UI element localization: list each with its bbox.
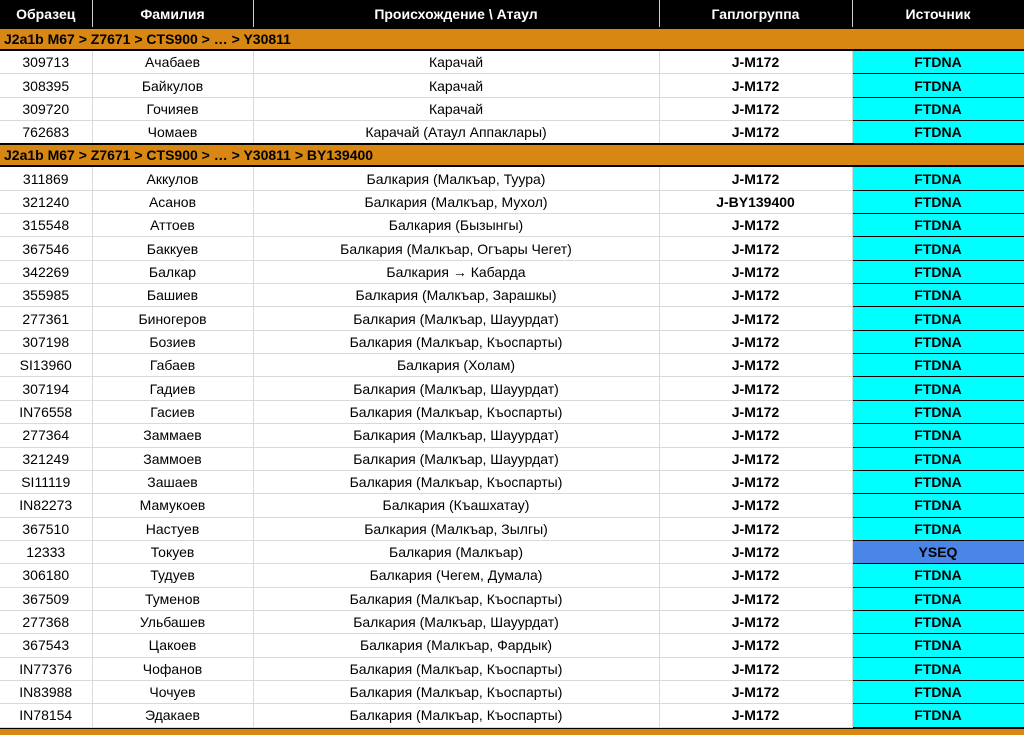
cell-source[interactable]: FTDNA bbox=[852, 307, 1024, 330]
cell-haplogroup[interactable]: J-M172 bbox=[659, 564, 852, 587]
group-row bbox=[0, 28, 1024, 50]
cell-origin[interactable]: Балкария (Чегем, Думала) bbox=[253, 564, 659, 587]
cell-source[interactable]: FTDNA bbox=[852, 494, 1024, 517]
cell-source[interactable]: FTDNA bbox=[852, 214, 1024, 237]
cell-origin[interactable]: Балкария (Малкъар, Къоспарты) bbox=[253, 657, 659, 680]
header-haplogroup[interactable]: Гаплогруппа bbox=[659, 0, 852, 28]
cell-sample[interactable]: 277368 bbox=[0, 610, 92, 633]
group-row bbox=[0, 144, 1024, 166]
cell-haplogroup[interactable]: J-M172 bbox=[659, 634, 852, 657]
table-row bbox=[0, 284, 1024, 307]
cell-sample[interactable]: SI11119 bbox=[0, 470, 92, 493]
cell-sample[interactable]: IN78154 bbox=[0, 704, 92, 727]
cell-haplogroup[interactable]: J-M172 bbox=[659, 704, 852, 727]
cell-sample[interactable]: 309713 bbox=[0, 50, 92, 74]
cell-sample[interactable]: 342269 bbox=[0, 260, 92, 283]
cell-surname[interactable]: Баккуев bbox=[92, 237, 253, 260]
cell-surname[interactable]: Токуев bbox=[92, 540, 253, 563]
cell-haplogroup[interactable]: J-M172 bbox=[659, 540, 852, 563]
cell-origin[interactable]: Балкария (Малкъар, Шауурдат) bbox=[253, 610, 659, 633]
cell-surname[interactable]: Цакоев bbox=[92, 634, 253, 657]
cell-surname[interactable]: Аккулов bbox=[92, 166, 253, 190]
cell-source[interactable]: FTDNA bbox=[852, 400, 1024, 423]
cell-surname[interactable]: Габаев bbox=[92, 354, 253, 377]
cell-source[interactable]: FTDNA bbox=[852, 260, 1024, 283]
cell-origin[interactable]: Балкария (Малкъар, Къоспарты) bbox=[253, 587, 659, 610]
cell-surname[interactable]: Зашаев bbox=[92, 470, 253, 493]
table-row bbox=[0, 610, 1024, 633]
cell-surname[interactable]: Асанов bbox=[92, 190, 253, 213]
table-body bbox=[0, 28, 1024, 727]
cell-origin[interactable]: Балкария (Малкъар, Огъары Чегет) bbox=[253, 237, 659, 260]
cell-surname[interactable]: Балкар bbox=[92, 260, 253, 283]
cell-source[interactable]: FTDNA bbox=[852, 50, 1024, 74]
cell-origin[interactable]: Балкария (Бызынгы) bbox=[253, 214, 659, 237]
cell-haplogroup[interactable]: J-M172 bbox=[659, 657, 852, 680]
cell-surname[interactable]: Ульбашев bbox=[92, 610, 253, 633]
cell-sample[interactable]: 367543 bbox=[0, 634, 92, 657]
cell-source[interactable]: FTDNA bbox=[852, 121, 1024, 145]
cell-surname[interactable]: Туменов bbox=[92, 587, 253, 610]
cell-origin[interactable]: Балкария (Малкъар) bbox=[253, 540, 659, 563]
table-row bbox=[0, 587, 1024, 610]
cell-surname[interactable]: Гасиев bbox=[92, 400, 253, 423]
cell-origin[interactable]: Балкария (Малкъар, Зылгы) bbox=[253, 517, 659, 540]
cell-sample[interactable]: 307198 bbox=[0, 330, 92, 353]
cell-surname[interactable]: Заммаев bbox=[92, 424, 253, 447]
cell-haplogroup[interactable]: J-M172 bbox=[659, 517, 852, 540]
table-row bbox=[0, 704, 1024, 727]
cell-haplogroup[interactable]: J-M172 bbox=[659, 260, 852, 283]
cell-surname[interactable]: Чомаев bbox=[92, 121, 253, 145]
cell-origin[interactable]: Балкария (Малкъар, Къоспарты) bbox=[253, 704, 659, 727]
cell-origin[interactable]: Балкария (Малкъар, Зарашкы) bbox=[253, 284, 659, 307]
cell-surname[interactable]: Гочияев bbox=[92, 97, 253, 120]
cell-sample[interactable]: IN83988 bbox=[0, 680, 92, 703]
table-row bbox=[0, 494, 1024, 517]
table-row bbox=[0, 166, 1024, 190]
cell-haplogroup[interactable]: J-M172 bbox=[659, 377, 852, 400]
cell-haplogroup[interactable]: J-M172 bbox=[659, 50, 852, 74]
cell-surname[interactable]: Биногеров bbox=[92, 307, 253, 330]
cell-sample[interactable]: 321240 bbox=[0, 190, 92, 213]
cell-source[interactable]: FTDNA bbox=[852, 237, 1024, 260]
cell-source[interactable]: FTDNA bbox=[852, 97, 1024, 120]
cell-source[interactable]: FTDNA bbox=[852, 354, 1024, 377]
cell-sample[interactable]: 311869 bbox=[0, 166, 92, 190]
cell-haplogroup[interactable]: J-M172 bbox=[659, 354, 852, 377]
cell-haplogroup[interactable]: J-M172 bbox=[659, 494, 852, 517]
cell-origin[interactable]: Карачай (Атаул Аппаклары) bbox=[253, 121, 659, 145]
header-sample[interactable]: Образец bbox=[0, 0, 92, 28]
cell-source[interactable]: FTDNA bbox=[852, 424, 1024, 447]
cell-surname[interactable]: Аттоев bbox=[92, 214, 253, 237]
cell-haplogroup[interactable]: J-M172 bbox=[659, 610, 852, 633]
cell-haplogroup[interactable]: J-M172 bbox=[659, 214, 852, 237]
cell-origin[interactable]: Балкария (Малкъар, Туура) bbox=[253, 166, 659, 190]
cell-sample[interactable]: 315548 bbox=[0, 214, 92, 237]
cell-sample[interactable]: 367509 bbox=[0, 587, 92, 610]
cell-source[interactable]: FTDNA bbox=[852, 470, 1024, 493]
cell-surname[interactable]: Мамукоев bbox=[92, 494, 253, 517]
table-row bbox=[0, 517, 1024, 540]
cell-haplogroup[interactable]: J-M172 bbox=[659, 74, 852, 97]
cell-source[interactable]: FTDNA bbox=[852, 447, 1024, 470]
table-row bbox=[0, 657, 1024, 680]
cell-haplogroup[interactable]: J-M172 bbox=[659, 424, 852, 447]
cell-sample[interactable]: 321249 bbox=[0, 447, 92, 470]
cell-origin[interactable]: Балкария (Малкъар, Шауурдат) bbox=[253, 307, 659, 330]
cell-origin[interactable]: Балкария (Къашхатау) bbox=[253, 494, 659, 517]
cell-sample[interactable]: 355985 bbox=[0, 284, 92, 307]
table-row bbox=[0, 680, 1024, 703]
table-row bbox=[0, 307, 1024, 330]
cell-haplogroup[interactable]: J-M172 bbox=[659, 97, 852, 120]
cell-source[interactable]: FTDNA bbox=[852, 190, 1024, 213]
cell-source[interactable]: FTDNA bbox=[852, 517, 1024, 540]
group-label[interactable]: J2a1b M67 > Z7671 > CTS900 > … > Y30811 bbox=[0, 28, 1024, 50]
table-row bbox=[0, 564, 1024, 587]
cell-surname[interactable]: Байкулов bbox=[92, 74, 253, 97]
cell-origin[interactable]: Балкария → Кабарда bbox=[253, 260, 659, 283]
cell-haplogroup[interactable]: J-M172 bbox=[659, 587, 852, 610]
cell-source[interactable]: FTDNA bbox=[852, 166, 1024, 190]
cell-haplogroup[interactable]: J-M172 bbox=[659, 284, 852, 307]
table-row bbox=[0, 447, 1024, 470]
cell-surname[interactable]: Башиев bbox=[92, 284, 253, 307]
cell-haplogroup[interactable]: J-M172 bbox=[659, 121, 852, 145]
cell-haplogroup[interactable]: J-M172 bbox=[659, 447, 852, 470]
cell-surname[interactable]: Гадиев bbox=[92, 377, 253, 400]
table-row bbox=[0, 400, 1024, 423]
cell-origin[interactable]: Балкария (Малкъар, Мухол) bbox=[253, 190, 659, 213]
table-row bbox=[0, 50, 1024, 74]
cell-sample[interactable]: 309720 bbox=[0, 97, 92, 120]
cell-sample[interactable]: SI13960 bbox=[0, 354, 92, 377]
header-source[interactable]: Источник bbox=[852, 0, 1024, 28]
cell-source[interactable]: FTDNA bbox=[852, 564, 1024, 587]
cell-origin[interactable]: Карачай bbox=[253, 97, 659, 120]
cell-source[interactable]: FTDNA bbox=[852, 74, 1024, 97]
header-origin[interactable]: Происхождение \ Атаул bbox=[253, 0, 659, 28]
cell-source[interactable]: FTDNA bbox=[852, 330, 1024, 353]
table-row bbox=[0, 470, 1024, 493]
cell-sample[interactable]: 306180 bbox=[0, 564, 92, 587]
cell-sample[interactable]: IN77376 bbox=[0, 657, 92, 680]
cell-haplogroup[interactable]: J-BY139400 bbox=[659, 190, 852, 213]
cell-origin[interactable]: Балкария (Малкъар, Къоспарты) bbox=[253, 330, 659, 353]
cell-sample[interactable]: 307194 bbox=[0, 377, 92, 400]
cell-haplogroup[interactable]: J-M172 bbox=[659, 470, 852, 493]
cell-origin[interactable]: Балкария (Холам) bbox=[253, 354, 659, 377]
cell-haplogroup[interactable]: J-M172 bbox=[659, 330, 852, 353]
cell-sample[interactable]: 367510 bbox=[0, 517, 92, 540]
table-row bbox=[0, 330, 1024, 353]
cell-origin[interactable]: Балкария (Малкъар, Шауурдат) bbox=[253, 447, 659, 470]
cell-haplogroup[interactable]: J-M172 bbox=[659, 307, 852, 330]
cell-sample[interactable]: 762683 bbox=[0, 121, 92, 145]
cell-sample[interactable]: 308395 bbox=[0, 74, 92, 97]
cell-source[interactable]: FTDNA bbox=[852, 704, 1024, 727]
table-row bbox=[0, 214, 1024, 237]
cell-surname[interactable]: Тудуев bbox=[92, 564, 253, 587]
cell-sample[interactable]: 367546 bbox=[0, 237, 92, 260]
bottom-group-bar bbox=[0, 728, 1024, 735]
cell-origin[interactable]: Балкария (Малкъар, Къоспарты) bbox=[253, 470, 659, 493]
cell-sample[interactable]: IN82273 bbox=[0, 494, 92, 517]
cell-source[interactable]: FTDNA bbox=[852, 377, 1024, 400]
cell-source[interactable]: FTDNA bbox=[852, 587, 1024, 610]
cell-haplogroup[interactable]: J-M172 bbox=[659, 680, 852, 703]
table-row bbox=[0, 121, 1024, 145]
cell-sample[interactable]: 277364 bbox=[0, 424, 92, 447]
group-label[interactable]: J2a1b M67 > Z7671 > CTS900 > … > Y30811 > BY139400 bbox=[0, 144, 1024, 166]
cell-sample[interactable]: 12333 bbox=[0, 540, 92, 563]
table-row bbox=[0, 540, 1024, 563]
cell-sample[interactable]: 277361 bbox=[0, 307, 92, 330]
cell-source[interactable]: FTDNA bbox=[852, 610, 1024, 633]
table-row bbox=[0, 377, 1024, 400]
cell-origin[interactable]: Балкария (Малкъар, Шауурдат) bbox=[253, 377, 659, 400]
cell-surname[interactable]: Заммоев bbox=[92, 447, 253, 470]
header-row bbox=[0, 0, 1024, 28]
cell-haplogroup[interactable]: J-M172 bbox=[659, 400, 852, 423]
table-row bbox=[0, 237, 1024, 260]
cell-source[interactable]: FTDNA bbox=[852, 657, 1024, 680]
table-row bbox=[0, 260, 1024, 283]
cell-origin[interactable]: Карачай bbox=[253, 74, 659, 97]
cell-origin[interactable]: Балкария (Малкъар, Къоспарты) bbox=[253, 400, 659, 423]
table-row bbox=[0, 74, 1024, 97]
table-row bbox=[0, 354, 1024, 377]
cell-surname[interactable]: Эдакаев bbox=[92, 704, 253, 727]
table-row bbox=[0, 424, 1024, 447]
cell-surname[interactable]: Бозиев bbox=[92, 330, 253, 353]
table-row bbox=[0, 190, 1024, 213]
cell-origin[interactable]: Карачай bbox=[253, 50, 659, 74]
cell-origin[interactable]: Балкария (Малкъар, Къоспарты) bbox=[253, 680, 659, 703]
cell-origin[interactable]: Балкария (Малкъар, Шауурдат) bbox=[253, 424, 659, 447]
table-row bbox=[0, 634, 1024, 657]
cell-surname[interactable]: Настуев bbox=[92, 517, 253, 540]
cell-source[interactable]: FTDNA bbox=[852, 284, 1024, 307]
cell-source[interactable]: YSEQ bbox=[852, 540, 1024, 563]
cell-surname[interactable]: Ачабаев bbox=[92, 50, 253, 74]
cell-surname[interactable]: Чофанов bbox=[92, 657, 253, 680]
cell-origin[interactable]: Балкария (Малкъар, Фардык) bbox=[253, 634, 659, 657]
table-row bbox=[0, 97, 1024, 120]
cell-haplogroup[interactable]: J-M172 bbox=[659, 166, 852, 190]
cell-haplogroup[interactable]: J-M172 bbox=[659, 237, 852, 260]
cell-sample[interactable]: IN76558 bbox=[0, 400, 92, 423]
cell-source[interactable]: FTDNA bbox=[852, 680, 1024, 703]
cell-surname[interactable]: Чочуев bbox=[92, 680, 253, 703]
cell-source[interactable]: FTDNA bbox=[852, 634, 1024, 657]
header-surname[interactable]: Фамилия bbox=[92, 0, 253, 28]
